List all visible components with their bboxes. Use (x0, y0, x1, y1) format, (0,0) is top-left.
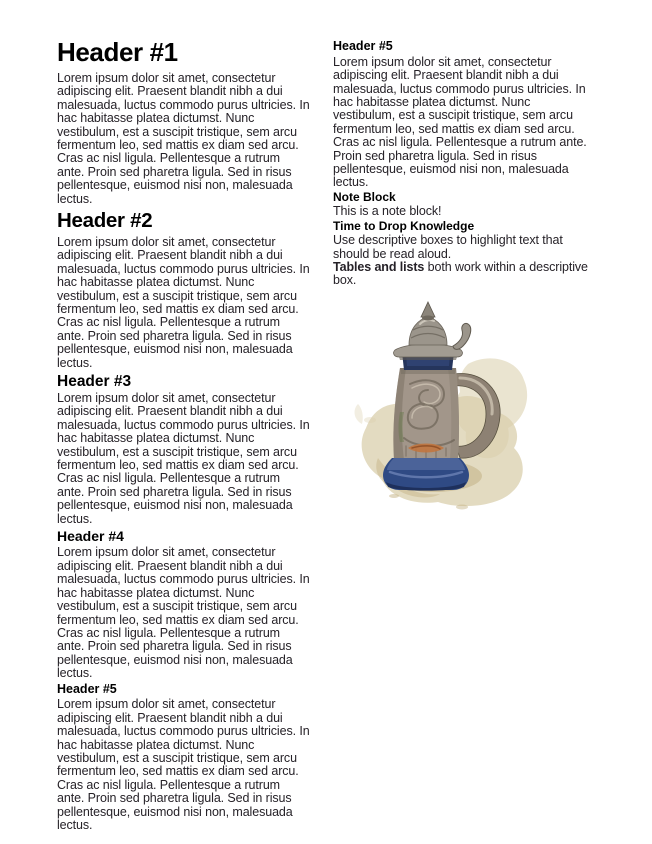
lid-rim (394, 344, 463, 357)
paragraph-lorem-2: Lorem ipsum dolor sit amet, consectetur adipiscing elit. Praesent blandit nibh a dui malesuada, luctus commodo purus ultricies. In hac habitasse platea dictumst. Nunc vestibulum, est a suscipit tristique, sem arcu fermentum leo, sed mattis ex diam sed arcu. Cras ac nisl ligula. Pellentesque a rutrum ante. Proin sed pharetra ligula. Sed in risus pellentesque, euismod nisi non, malesuada lectus. (57, 234, 310, 370)
heading-1: Header #1 (57, 37, 178, 67)
paragraph-lorem-5: Lorem ipsum dolor sit amet, consectetur adipiscing elit. Praesent blandit nibh a dui malesuada, luctus commodo purus ultricies. In hac habitasse platea dictumst. Nunc vestibulum, est a suscipit tristique, sem arcu fermentum leo, sed mattis ex diam sed arcu. Cras ac nisl ligula. Pellentesque a rutrum ante. Proin sed pharetra ligula. Sed in risus pellentesque, euismod nisi non, malesuada lectus. (57, 697, 310, 832)
wash-speckle-2 (456, 504, 468, 509)
knowledge-heading: Time to Drop Knowledge (333, 218, 475, 233)
lid-dome (409, 317, 447, 345)
left-column (57, 38, 310, 832)
knowledge-text: Use descriptive boxes to highlight text that should be read aloud. (333, 233, 563, 261)
note-block-text: This is a note block! (333, 204, 442, 219)
paragraph-lorem-1: Lorem ipsum dolor sit amet, consectetur adipiscing elit. Praesent blandit nibh a dui malesuada, luctus commodo purus ultricies. In hac habitasse platea dictumst. Nunc vestibulum, est a suscipit tristique, sem arcu fermentum leo, sed mattis ex diam sed arcu. Cras ac nisl ligula. Pellentesque a rutrum ante. Proin sed pharetra ligula. Sed in risus pellentesque, euismod nisi non, malesuada lectus. (57, 70, 310, 206)
heading-3: Header #3 (57, 372, 132, 390)
heading-5-right: Header #5 (333, 39, 393, 53)
heading-2: Header #2 (57, 208, 153, 232)
wash-speckle-1 (389, 494, 399, 498)
tables-and-lists-rest: both work within a descriptive box. (333, 259, 588, 288)
wash-left-tail (355, 404, 363, 424)
heading-4: Header #4 (57, 528, 124, 545)
lid-finial (421, 302, 435, 317)
stein-base (383, 458, 469, 491)
paragraph-lorem-6: Lorem ipsum dolor sit amet, consectetur adipiscing elit. Praesent blandit nibh a dui malesuada, luctus commodo purus ultricies. In hac habitasse platea dictumst. Nunc vestibulum, est a suscipit tristique, sem arcu fermentum leo, sed mattis ex diam sed arcu. Cras ac nisl ligula. Pellentesque a rutrum ante. Proin sed pharetra ligula. Sed in risus pellentesque, euismod nisi non, malesuada lectus. (333, 54, 587, 190)
tables-and-lists-text (333, 261, 591, 288)
beer-stein-watercolor-svg (350, 300, 536, 516)
wash-speckle-3 (364, 417, 376, 423)
stein-body (393, 368, 459, 460)
stein-lid (394, 302, 471, 360)
heading-5-left: Header #5 (57, 681, 117, 696)
paragraph-lorem-4: Lorem ipsum dolor sit amet, consectetur adipiscing elit. Praesent blandit nibh a dui malesuada, luctus commodo purus ultricies. In hac habitasse platea dictumst. Nunc vestibulum, est a suscipit tristique, sem arcu fermentum leo, sed mattis ex diam sed arcu. Cras ac nisl ligula. Pellentesque a rutrum ante. Proin sed pharetra ligula. Sed in risus pellentesque, euismod nisi non, malesuada lectus. (57, 545, 310, 681)
right-column (333, 38, 591, 516)
paragraph-lorem-3: Lorem ipsum dolor sit amet, consectetur adipiscing elit. Praesent blandit nibh a dui malesuada, luctus commodo purus ultricies. In hac habitasse platea dictumst. Nunc vestibulum, est a suscipit tristique, sem arcu fermentum leo, sed mattis ex diam sed arcu. Cras ac nisl ligula. Pellentesque a rutrum ante. Proin sed pharetra ligula. Sed in risus pellentesque, euismod nisi non, malesuada lectus. (57, 391, 310, 526)
beer-stein-figure (350, 300, 536, 516)
note-block-heading: Note Block (333, 189, 396, 204)
thumb-lever (453, 323, 471, 349)
tables-and-lists-bold-lead: Tables and lists (333, 259, 425, 274)
